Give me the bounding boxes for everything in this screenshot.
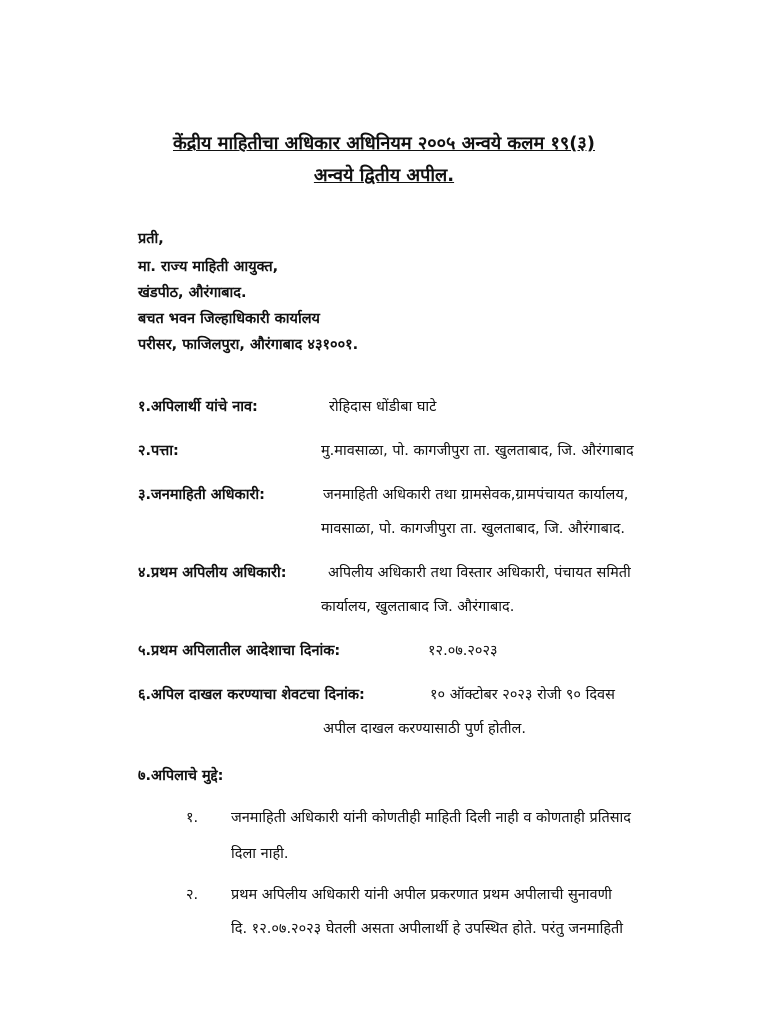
first-appellate-authority-value-line-2: कार्यालय, खुलताबाद जि. औरंगाबाद. (321, 599, 515, 615)
appeal-points-label: ७.अपिलाचे मुद्दे: (138, 768, 224, 784)
address-line-2: खंडपीठ, औरंगाबाद. (138, 285, 247, 301)
point-1-line-2: दिला नाही. (231, 846, 289, 862)
order-date-label: ५.प्रथम अपिलातील आदेशाचा दिनांक: (138, 643, 341, 659)
appellant-address-value: मु.मावसाळा, पो. कागजीपुरा ता. खुलताबाद, जि. औरंगाबाद (321, 443, 634, 459)
first-appellate-authority-value-line-1: अपिलीय अधिकारी तथा विस्तार अधिकारी, पंचायत समिती (328, 565, 631, 581)
point-number-2: २. (186, 887, 199, 903)
document-title-line-2: अन्वये द्वितीय अपील. (313, 165, 455, 186)
last-date-value-line-1: १० ऑक्टोबर २०२३ रोजी ९० दिवस (430, 687, 615, 703)
point-number-1: १. (186, 810, 199, 826)
pio-value-line-2: मावसाळा, पो. कागजीपुरा ता. खुलताबाद, जि. औरंगाबाद. (321, 521, 626, 537)
pio-label: ३.जनमाहिती अधिकारी: (138, 487, 265, 503)
point-2-line-1: प्रथम अपिलीय अधिकारी यांनी अपील प्रकरणात प्रथम अपीलाची सुनावणी (231, 887, 612, 903)
last-date-value-line-2: अपील दाखल करण्यासाठी पुर्ण होतील. (323, 721, 526, 737)
order-date-value: १२.०७.२०२३ (428, 643, 498, 659)
first-appellate-authority-label: ४.प्रथम अपिलीय अधिकारी: (138, 565, 287, 581)
last-date-label: ६.अपिल दाखल करण्याचा शेवटचा दिनांक: (138, 687, 365, 703)
address-to: प्रती, (138, 231, 164, 247)
pio-value-line-1: जनमाहिती अधिकारी तथा ग्रामसेवक,ग्रामपंचायत कार्यालय, (323, 487, 629, 503)
appellant-name-label: १.अपिलार्थी यांचे नाव: (138, 399, 258, 415)
point-1-line-1: जनमाहिती अधिकारी यांनी कोणतीही माहिती दिली नाही व कोणताही प्रतिसाद (231, 810, 631, 826)
appellant-address-label: २.पत्ता: (138, 443, 179, 459)
appellant-name-value: रोहिदास धोंडीबा घाटे (329, 399, 437, 415)
document-title-line-1: केंद्रीय माहितीचा अधिकार अधिनियम २००५ अन्वये कलम १९(३) (172, 133, 596, 154)
address-line-3: बचत भवन जिल्हाधिकारी कार्यालय (138, 311, 320, 327)
address-line-1: मा. राज्य माहिती आयुक्त, (138, 259, 279, 275)
point-2-line-2: दि. १२.०७.२०२३ घेतली असता अपीलार्थी हे उपस्थित होते. परंतु जनमाहिती (231, 921, 624, 937)
address-line-4: परीसर, फाजिलपुरा, औरंगाबाद ४३१००१. (138, 337, 359, 353)
